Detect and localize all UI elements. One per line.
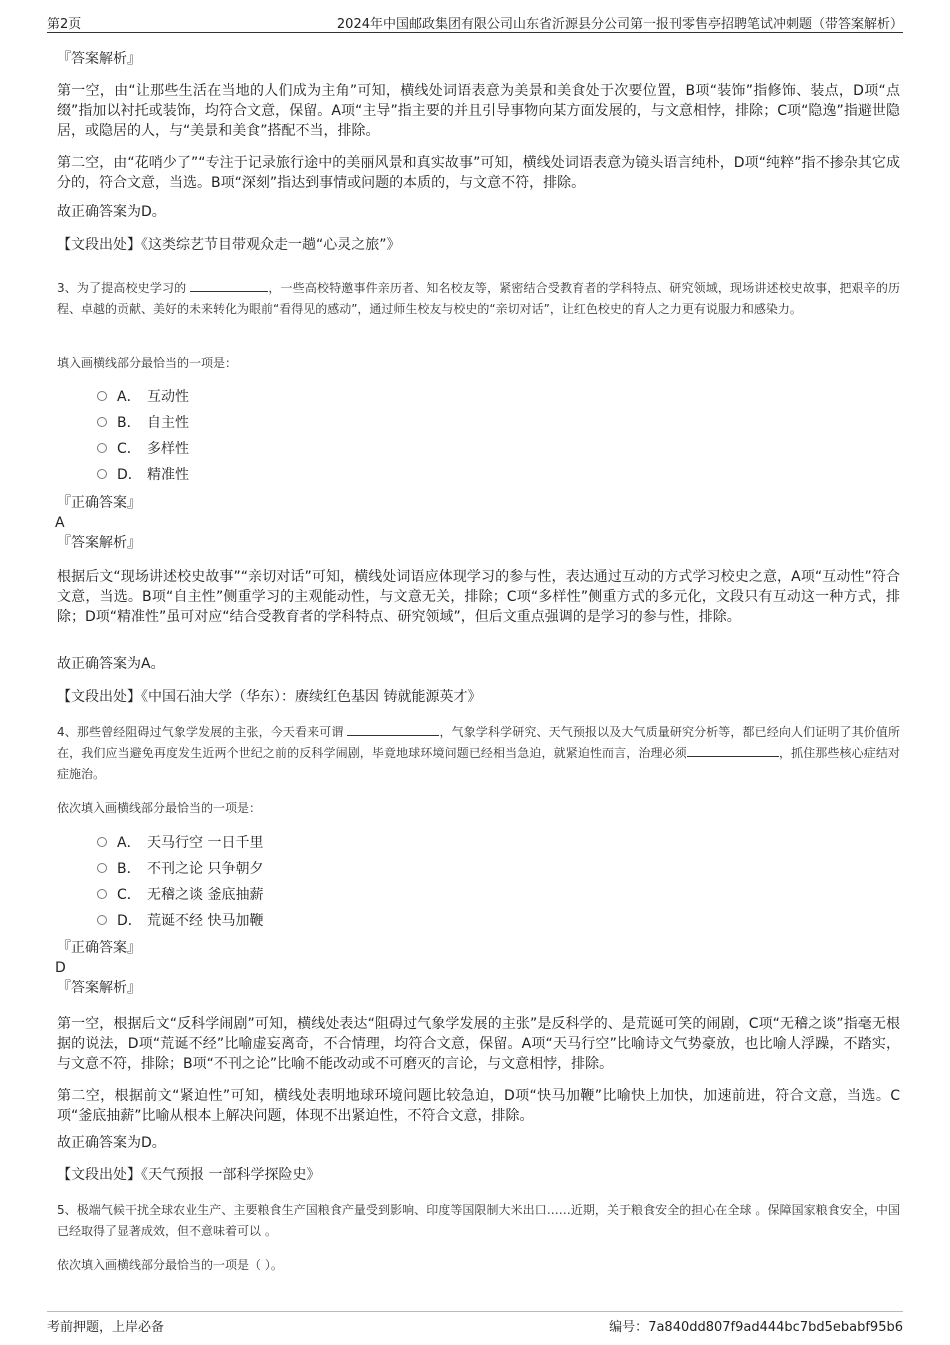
question-stem: 4、那些曾经阻碍过气象学发展的主张，今天看来可谓 ，气象学科学研究、天气预报以及大气质量研究分析等，都已经向人们证明了其价值所在，我们应当避免再度发生近两个世纪之前的反科学闹剧，毕竟地球环境问题已经相当急迫，就紧迫性而言，治理必须 ，抓住那些核心症结对症施治。	[57, 722, 900, 785]
conclusion-text: 故正确答案为D。	[57, 204, 166, 220]
radio-icon[interactable]	[97, 915, 107, 925]
option-a[interactable]: A． 天马行空 一日千里	[97, 833, 263, 853]
analysis-label: 『答案解析』	[57, 51, 141, 67]
answer-value: A	[55, 515, 65, 531]
analysis-paragraph: 根据后文“现场讲述校史故事”“亲切对话”可知，横线处词语应体现学习的参与性，表达通过互动的方式学习校史之意，A项“互动性”符合文意，当选。B项“自主性”侧重学习的主观能动性，与文意无关，排除；C项“多样性”侧重方式的多元化，文段只有互动这一种方式，排除；D项“精准性”虽可对应“结合受教育者的学科特点、研究领域”，但后文重点强调的是学习的参与性，排除。	[57, 569, 900, 625]
radio-icon[interactable]	[97, 863, 107, 873]
analysis-paragraph: 第一空，根据后文“反科学闹剧”可知，横线处表达“阻碍过气象学发展的主张”是反科学的、是荒诞可笑的闹剧，C项“无稽之谈”指毫无根据的说法，D项“荒诞不经”比喻虚妄离奇，不合情理，均符合文意，保留。A项“天马行空”比喻诗文气势豪放，也比喻人浮躁，不踏实，与文意不符，排除；B项“不刊之论”比喻不能改动或不可磨灭的言论，与文意相悖，排除。	[57, 1016, 900, 1072]
option-b[interactable]: B． 自主性	[97, 413, 189, 433]
question-stem: 5、极端气候干扰全球农业生产、主要粮食生产国粮食产量受到影响、印度等国限制大米出口……近期，关于粮食安全的担心在全球 。保障国家粮食安全，中国已经取得了显著成效，但不意味着可以 。	[57, 1203, 900, 1238]
radio-icon[interactable]	[97, 837, 107, 847]
page-number: 第2页	[47, 17, 82, 32]
document-title: 2024年中国邮政集团有限公司山东省沂源县分公司第一报刊零售亭招聘笔试冲刺题（带答案解析）	[336, 17, 903, 32]
answer-label: 『正确答案』	[57, 495, 141, 511]
document-code: 编号：7a840dd807f9ad444bc7bd5ebabf95b6	[609, 1320, 903, 1335]
option-c[interactable]: C． 多样性	[97, 439, 189, 459]
analysis-paragraph: 第一空，由“让那些生活在当地的人们成为主角”可知，横线处词语表意为美景和美食处于次要位置，B项“装饰”指修饰、装点，D项“点缀”指加以衬托或装饰，均符合文意，保留。A项“主导”指主要的并且引导事物向某方面发展的，与文意相悖，排除；C项“隐逸”指避世隐居，或隐居的人，与“美景和美食”搭配不当，排除。	[57, 83, 900, 139]
analysis-label: 『答案解析』	[57, 980, 141, 996]
question-prompt: 依次填入画横线部分最恰当的一项是（ ）。	[57, 1258, 283, 1272]
answer-label: 『正确答案』	[57, 940, 141, 956]
question-prompt: 填入画横线部分最恰当的一项是：	[57, 356, 238, 370]
option-b[interactable]: B． 不刊之论 只争朝夕	[97, 859, 263, 879]
footer-slogan: 考前押题，上岸必备	[47, 1320, 165, 1335]
fill-blank	[347, 722, 439, 736]
source-citation: 【文段出处】《天气预报 一部科学探险史》	[57, 1167, 321, 1183]
source-citation: 【文段出处】《中国石油大学（华东）：赓续红色基因 铸就能源英才》	[57, 689, 482, 705]
question-prompt: 依次填入画横线部分最恰当的一项是：	[57, 801, 262, 815]
answer-value: D	[55, 960, 66, 976]
option-c[interactable]: C． 无稽之谈 釜底抽薪	[97, 885, 263, 905]
option-d[interactable]: D． 精准性	[97, 465, 189, 485]
conclusion-text: 故正确答案为D。	[57, 1135, 166, 1151]
fill-blank	[190, 278, 268, 292]
radio-icon[interactable]	[97, 469, 107, 479]
conclusion-text: 故正确答案为A。	[57, 656, 165, 672]
analysis-paragraph: 第二空，由“花哨少了”“专注于记录旅行途中的美丽风景和真实故事”可知，横线处词语表意为镜头语言纯朴，D项“纯粹”指不掺杂其它成分的，符合文意，当选。B项“深刻”指达到事情或问题的本质的，与文意不符，排除。	[57, 155, 900, 191]
analysis-label: 『答案解析』	[57, 535, 141, 551]
option-d[interactable]: D． 荒诞不经 快马加鞭	[97, 911, 263, 931]
question-stem: 3、为了提高校史学习的 ，一些高校特邀事件亲历者、知名校友等，紧密结合受教育者的学科特点、研究领域，现场讲述校史故事，把艰辛的历程、卓越的贡献、美好的未来转化为眼前“看得见的感动”，通过师生校友与校史的“亲切对话”，让红色校史的育人之力更有说服力和感染力。	[57, 278, 900, 320]
fill-blank	[687, 743, 779, 757]
radio-icon[interactable]	[97, 417, 107, 427]
source-citation: 【文段出处】《这类综艺节目带观众走一趟“心灵之旅”》	[57, 237, 401, 253]
page-footer	[47, 1311, 903, 1336]
radio-icon[interactable]	[97, 443, 107, 453]
analysis-paragraph: 第二空，根据前文“紧迫性”可知，横线处表明地球环境问题比较急迫，D项“快马加鞭”比喻快上加快，加速前进，符合文意，当选。C项“釜底抽薪”比喻从根本上解决问题，体现不出紧迫性，不符合文意，排除。	[57, 1088, 900, 1124]
option-a[interactable]: A． 互动性	[97, 387, 189, 407]
page-header	[47, 10, 903, 33]
radio-icon[interactable]	[97, 391, 107, 401]
radio-icon[interactable]	[97, 889, 107, 899]
